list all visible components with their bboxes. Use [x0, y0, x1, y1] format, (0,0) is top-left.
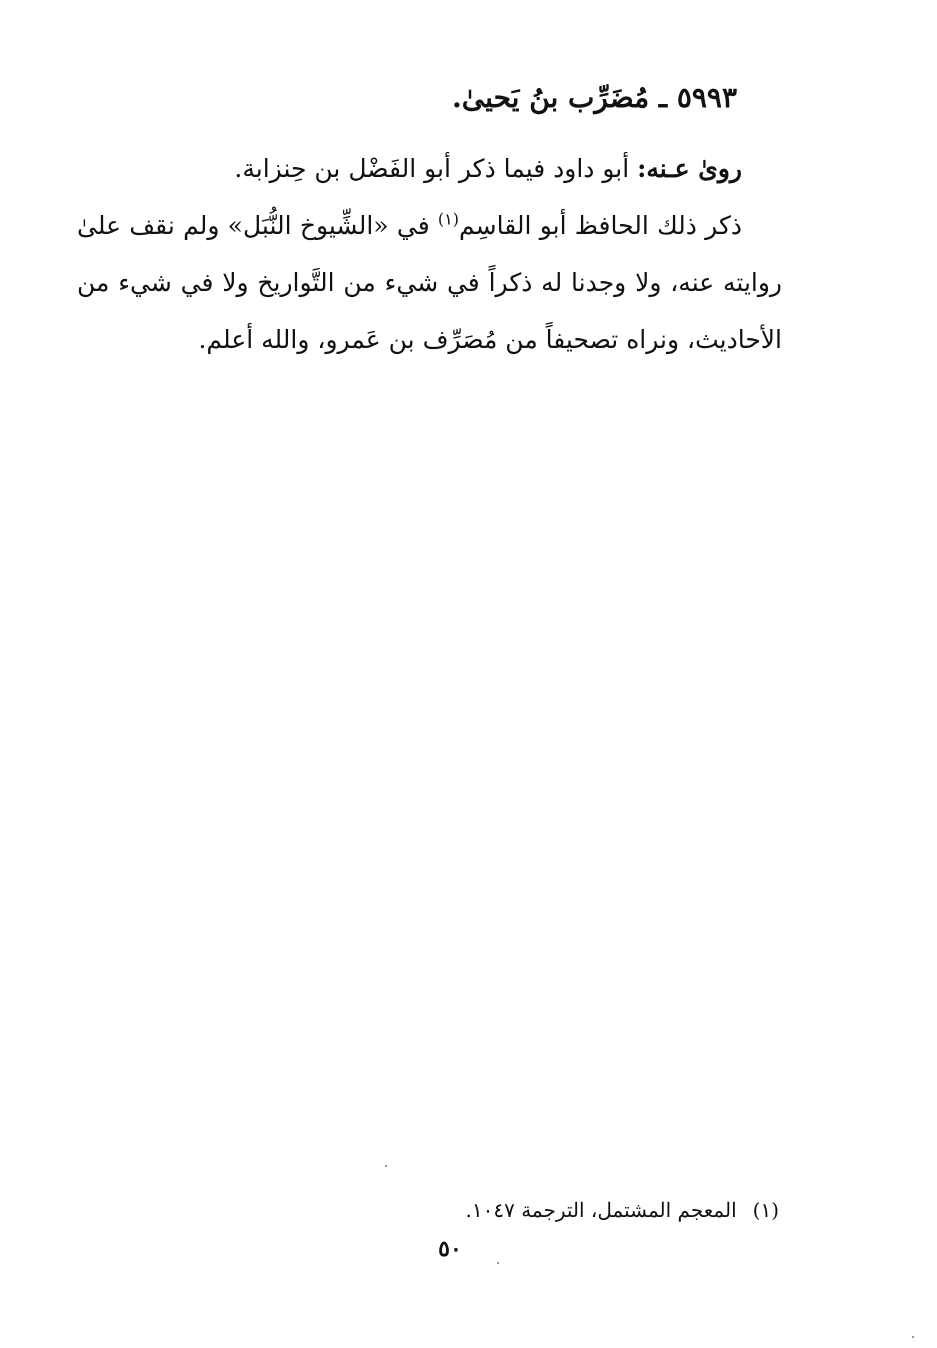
commentary-text-part1: ذكر ذلك الحافظ أبو القاسِم [459, 211, 742, 240]
commentary-paragraph [77, 197, 782, 368]
scan-speck [912, 1336, 914, 1338]
scan-speck [385, 1165, 387, 1167]
commentary-text-part2: في «الشِّيوخ النُّبَل» ولم نقف علىٰ روايته عنه، ولا وجدنا له ذكراً في شيء من التَّواريخ ولا في شيء من الأحاديث، ونراه تصحيفاً من مُصَرِّف بن عَمرو، والله أعلم. [77, 211, 782, 354]
footnote-reference-mark: (١) [437, 209, 460, 229]
footnote-number: (١) [752, 1198, 779, 1222]
footnote [279, 1194, 779, 1226]
page-number: ٥٠ [438, 1236, 462, 1262]
narrators-text: أبو داود فيما ذكر أبو الفَضْل بن حِنزابة. [234, 154, 638, 183]
body-text [77, 140, 782, 368]
narrators-label: رویٰ عـنه: [637, 154, 742, 183]
footnote-text: المعجم المشتمل، الترجمة ١٠٤٧. [465, 1198, 737, 1222]
narrators-paragraph [77, 140, 782, 197]
entry-title: ٥٩٩٣ ـ مُضَرِّب بنُ يَحيىٰ. [452, 81, 737, 114]
scan-speck [497, 1262, 499, 1264]
